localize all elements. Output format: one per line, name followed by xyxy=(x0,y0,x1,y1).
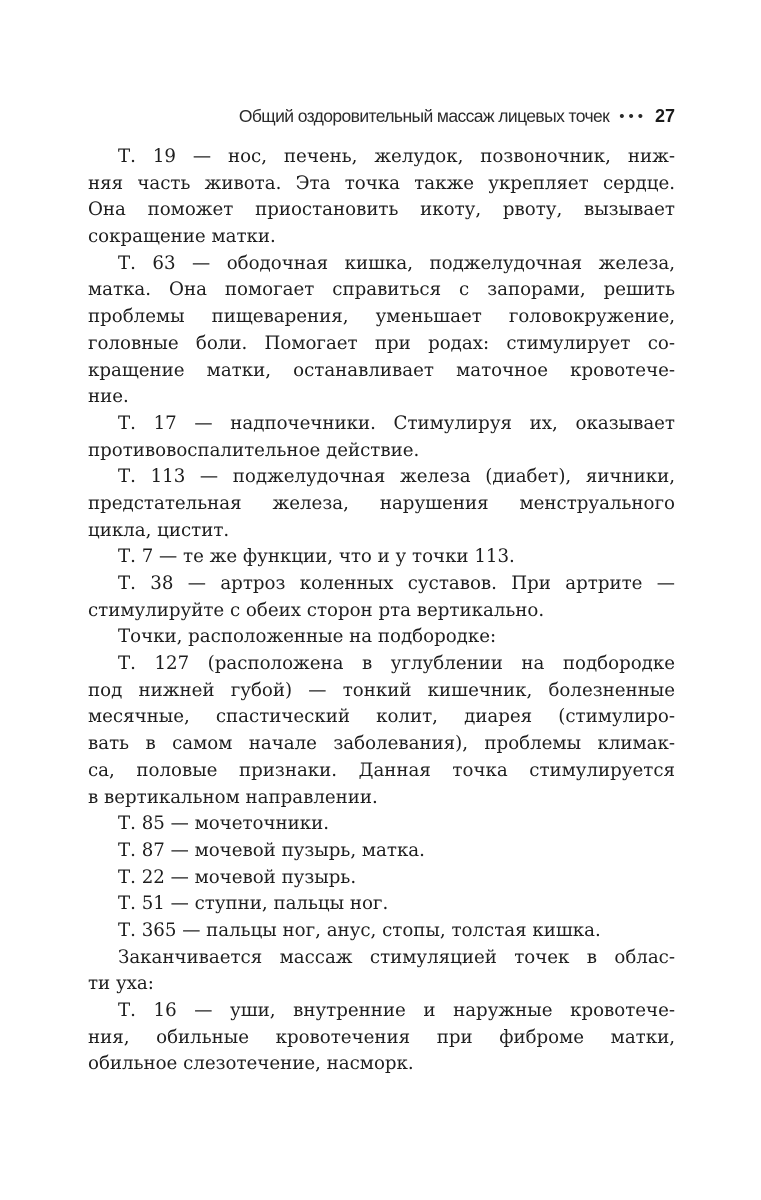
paragraph xyxy=(88,464,675,544)
text-line: Т. 127 (расположена в углублении на подбородке xyxy=(118,653,675,675)
text-line: Т. 51 — ступни, пальцы ног. xyxy=(118,893,389,915)
paragraph xyxy=(88,411,675,464)
text-line: ти уха: xyxy=(88,973,154,995)
body-text xyxy=(88,144,675,1078)
paragraph xyxy=(88,811,675,838)
text-line: кращение матки, останавливает маточное кровотече- xyxy=(88,359,675,381)
text-line: ние. xyxy=(88,386,129,408)
text-line: Т. 7 — те же функции, что и у точки 113. xyxy=(118,546,515,568)
text-line: Т. 365 — пальцы ног, анус, стопы, толстая кишка. xyxy=(118,919,601,941)
text-line: Заканчивается массаж стимуляцией точек в облас- xyxy=(118,946,675,968)
running-title: Общий оздоровительный массаж лицевых точек xyxy=(238,105,610,126)
text-line: Т. 85 — мочеточники. xyxy=(118,813,330,835)
text-line: Т. 22 — мочевой пузырь. xyxy=(118,866,357,888)
paragraph xyxy=(88,624,675,651)
text-line: вать в самом начале заболевания), проблемы климак- xyxy=(88,733,675,755)
text-line: под нижней губой) — тонкий кишечник, болезненные xyxy=(88,679,675,701)
paragraph xyxy=(88,891,675,918)
running-header xyxy=(88,103,675,129)
paragraph xyxy=(88,945,675,998)
text-line: противовоспалительное действие. xyxy=(88,439,420,461)
text-line: Т. 87 — мочевой пузырь, матка. xyxy=(118,839,425,861)
text-line: обильное слезотечение, насморк. xyxy=(88,1053,414,1075)
page-number: 27 xyxy=(654,105,675,126)
text-line: Т. 63 — ободочная кишка, поджелудочная железа, xyxy=(118,252,675,274)
text-line: са, половые признаки. Данная точка стимулируется xyxy=(88,759,675,781)
text-line: сокращение матки. xyxy=(88,226,276,248)
paragraph xyxy=(88,144,675,251)
text-line: предстательная железа, нарушения менструального xyxy=(88,492,675,514)
paragraph xyxy=(88,651,675,811)
text-line: Т. 113 — поджелудочная железа (диабет), яичники, xyxy=(118,466,675,488)
text-line: в вертикальном направлении. xyxy=(88,786,378,808)
paragraph xyxy=(88,918,675,945)
text-line: проблемы пищеварения, уменьшает головокружение, xyxy=(88,306,675,328)
text-line: Точки, расположенные на подбородке: xyxy=(118,626,497,648)
paragraph xyxy=(88,544,675,571)
text-line: Т. 17 — надпочечники. Стимулируя их, оказывает xyxy=(118,412,675,434)
paragraph xyxy=(88,998,675,1078)
text-line: цикла, цистит. xyxy=(88,519,230,541)
text-line: Т. 19 — нос, печень, желудок, позвоночник, ниж- xyxy=(118,146,675,167)
text-line: стимулируйте с обеих сторон рта вертикально. xyxy=(88,599,545,621)
text-line: Т. 16 — уши, внутренние и наружные кровотече- xyxy=(118,1000,675,1021)
text-line: няя часть живота. Эта точка также укрепляет сердце. xyxy=(88,172,675,194)
text-line: матка. Она помогает справиться с запорами, решить xyxy=(88,279,675,301)
header-dots: ••• xyxy=(619,107,647,125)
text-line: Она поможет приостановить икоту, рвоту, вызывает xyxy=(88,199,675,221)
text-line: головные боли. Помогает при родах: стимулирует со- xyxy=(88,332,675,354)
paragraph xyxy=(88,865,675,892)
paragraph xyxy=(88,571,675,624)
text-line: месячные, спастический колит, диарея (стимулиро- xyxy=(88,706,675,728)
text-line: Т. 38 — артроз коленных суставов. При артрите — xyxy=(118,573,675,594)
paragraph xyxy=(88,251,675,411)
text-line: ния, обильные кровотечения при фиброме матки, xyxy=(88,1026,675,1048)
paragraph xyxy=(88,838,675,865)
